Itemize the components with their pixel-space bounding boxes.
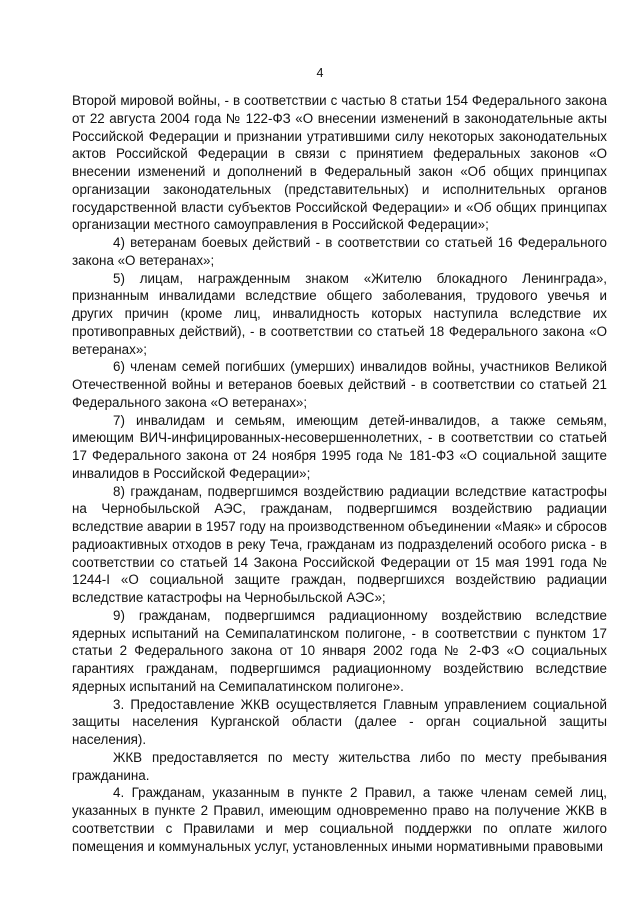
- paragraph-section-3: 3. Предоставление ЖКВ осуществляется Главным управлением социальной защиты населения Курганской области (далее - орган социальной защиты населения).: [72, 696, 607, 747]
- document-body: [72, 92, 607, 855]
- paragraph-item-4: 4) ветеранам боевых действий - в соответствии со статьей 16 Федерального закона «О ветеранах»;: [72, 235, 607, 268]
- paragraph-item-6: 6) членам семей погибших (умерших) инвалидов войны, участников Великой Отечественной войны и ветеранов боевых действий - в соответствии со статьей 21 Федерального закона «О ветеранах»;: [72, 359, 607, 410]
- paragraph-item-5: 5) лицам, награжденным знаком «Жителю блокадного Ленинграда», признанным инвалидами вследствие общего заболевания, трудового увечья и других причин (кроме лиц, инвалидность которых наступила вследствие их противоправных действий), - в соответствии со статьей 18 Федерального закона «О ветеранах»;: [72, 270, 607, 357]
- paragraph-continuation: Второй мировой войны, - в соответствии с частью 8 статьи 154 Федерального закона от 22 августа 2004 года № 122-ФЗ «О внесении изменений в законодательные акты Российской Федерации и признании утратившими силу некоторых законодательных актов Российской Федерации в связи с принятием федеральных законов «О внесении изменений и дополнений в Федеральный закон «Об общих принципах организации законодательных (представительных) и исполнительных органов государственной власти субъектов Российской Федерации» и «Об общих принципах организации местного самоуправления в Российской Федерации»;: [72, 93, 607, 233]
- paragraph-item-9: 9) гражданам, подвергшимся радиационному воздействию вследствие ядерных испытаний на Семипалатинском полигоне, - в соответствии с пунктом 17 статьи 2 Федерального закона от 10 января 2002 года № 2-ФЗ «О социальных гарантиях гражданам, подвергшимся радиационному воздействию вследствие ядерных испытаний на Семипалатинском полигоне».: [72, 607, 607, 694]
- paragraph-item-7: 7) инвалидам и семьям, имеющим детей-инвалидов, а также семьям, имеющим ВИЧ-инфицированных-несовершеннолетних, - в соответствии со статьей 17 Федерального закона от 24 ноября 1995 года № 181-ФЗ «О социальной защите инвалидов в Российской Федерации»;: [72, 412, 607, 481]
- page-number: 4: [316, 66, 324, 80]
- paragraph-item-8: 8) гражданам, подвергшимся воздействию радиации вследствие катастрофы на Чернобыльской АЭС, гражданам, подвергшимся воздействию радиации вследствие аварии в 1957 году на производственном объединении «Маяк» и сбросов радиоактивных отходов в реку Теча, гражданам из подразделений особого риска - в соответствии со статьей 14 Закона Российской Федерации от 15 мая 1991 года № 1244-I «О социальной защите граждан, подвергшихся воздействию радиации вследствие катастрофы на Чернобыльской АЭС»;: [72, 483, 607, 605]
- paragraph-residence: ЖКВ предоставляется по месту жительства либо по месту пребывания гражданина.: [72, 749, 607, 783]
- paragraph-section-4: 4. Гражданам, указанным в пункте 2 Правил, а также членам семей лиц, указанных в пункте 2 Правил, имеющим одновременно право на получение ЖКВ в соответствии с Правилами и мер социальной поддержки по оплате жилого помещения и коммунальных услуг, установленных иными нормативными правовыми: [72, 785, 607, 854]
